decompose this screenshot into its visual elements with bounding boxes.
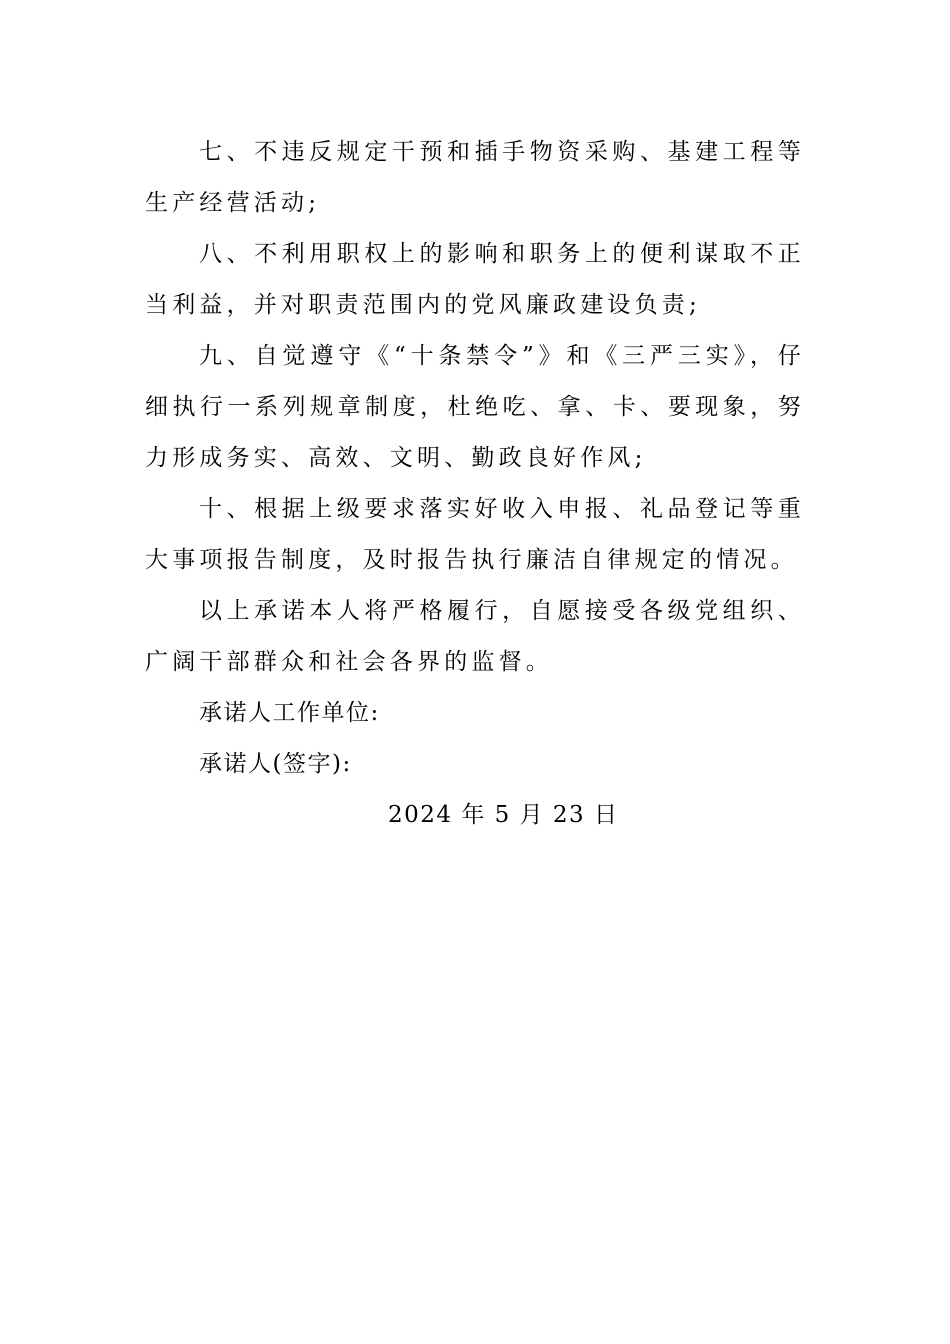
paragraph-item-10: 十、根据上级要求落实好收入申报、礼品登记等重大事项报告制度，及时报告执行廉洁自律规定的情况。	[145, 496, 805, 573]
work-unit-label: 承诺人工作单位:	[199, 700, 380, 726]
closing-statement: 以上承诺本人将严格履行，自愿接受各级党组织、广阔干部群众和社会各界的监督。	[145, 598, 805, 675]
document-date: 2024 年 5 月 23 日	[388, 802, 619, 828]
paragraph-item-7: 七、不违反规定干预和插手物资采购、基建工程等生产经营活动;	[145, 139, 805, 216]
paragraph-item-8: 八、不利用职权上的影响和职务上的便利谋取不正当利益，并对职责范围内的党风廉政建设负责;	[145, 241, 805, 318]
commitment-text-body	[145, 127, 805, 841]
paragraph-item-9: 九、自觉遵守《“十条禁令”》和《三严三实》，仔细执行一系列规章制度，杜绝吃、拿、卡、要现象，努力形成务实、高效、文明、勤政良好作风;	[145, 343, 805, 471]
signature-label: 承诺人(签字):	[199, 751, 352, 777]
